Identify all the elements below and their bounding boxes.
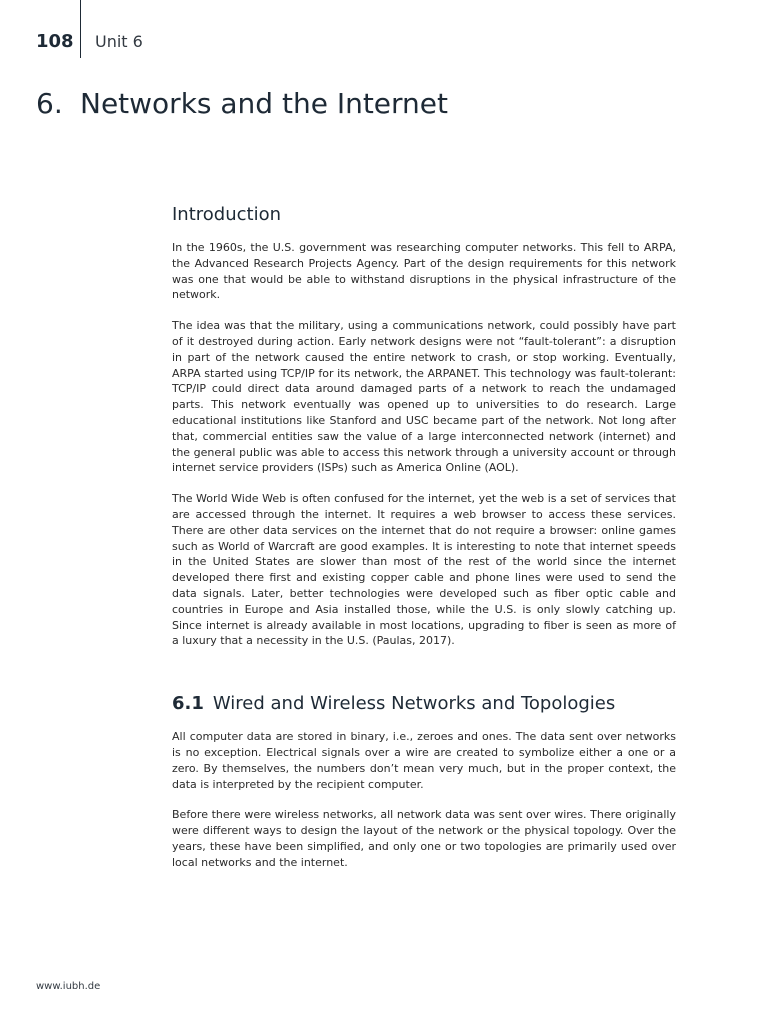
unit-label: Unit 6 [95,32,143,51]
intro-paragraph-2: The idea was that the military, using a communications network, could possibly have part of it destroyed during action. Early network designs were not “fault-tolerant”: a disruption in part of the network caused the entire network to crash, or stop working. Eventually, ARPA started using TCP/IP for its network, the ARPANET. This technology was fault-tolerant: TCP/IP could direct data around damaged parts of a network to reach the undamaged parts. This network eventually was opened up to universities to do research. Large educational institutions like Stanford and USC became part of the network. Not long after that, commercial entities saw the value of a large interconnected network (internet) and the general public was able to access this network through a university account or through internet service providers (ISPs) such as America Online (AOL). [172,319,676,475]
section-paragraph-1: All computer data are stored in binary, i.e., zeroes and ones. The data sent over networks is no exception. Electrical signals over a wire are created to symbolize either a one or a zero. By themselves, the numbers don’t mean very much, but in the proper context, the data is interpreted by the recipient computer. [172,730,676,791]
introduction-heading: Introduction [172,204,282,225]
section-paragraph-2: Before there were wireless networks, all network data was sent over wires. There originally were different ways to design the layout of the network or the physical topology. Over the years, these have been simplified, and only one or two topologies are primarily used over local networks and the internet. [172,808,676,869]
intro-paragraph-3: The World Wide Web is often confused for the internet, yet the web is a set of services that are accessed through the internet. It requires a web browser to access these services. There are other data services on the internet that do not require a browser: online games such as World of Warcraft are good examples. It is interesting to note that internet speeds in the United States are slower than most of the rest of the world since the internet developed there first and existing copper cable and phone lines were used to send the data signals. Later, better technologies were developed such as fiber optic cable and countries in Europe and Asia installed those, while the U.S. is only slowly catching up. Since internet is already available in most locations, upgrading to fiber is seen as more of a luxury that a necessity in the U.S. (Paulas, 2017). [172,492,676,648]
chapter-title [36,84,448,124]
main-content [172,202,676,886]
header-divider [80,0,81,58]
page-header [36,0,336,58]
footer-url-link[interactable]: www.iubh.de [36,981,101,992]
section-number: 6.1 [172,693,204,715]
chapter-number: 6. [36,87,63,120]
section-6-1-heading [172,691,676,717]
intro-paragraph-1: In the 1960s, the U.S. government was researching computer networks. This fell to ARPA, the Advanced Research Projects Agency. Part of the design requirements for this network was one that would be able to withstand disruptions in the physical infrastructure of the network. [172,241,676,302]
chapter-title-text: Networks and the Internet [80,87,449,120]
section-title: Wired and Wireless Networks and Topologies [212,693,616,715]
page-number: 108 [36,31,74,52]
